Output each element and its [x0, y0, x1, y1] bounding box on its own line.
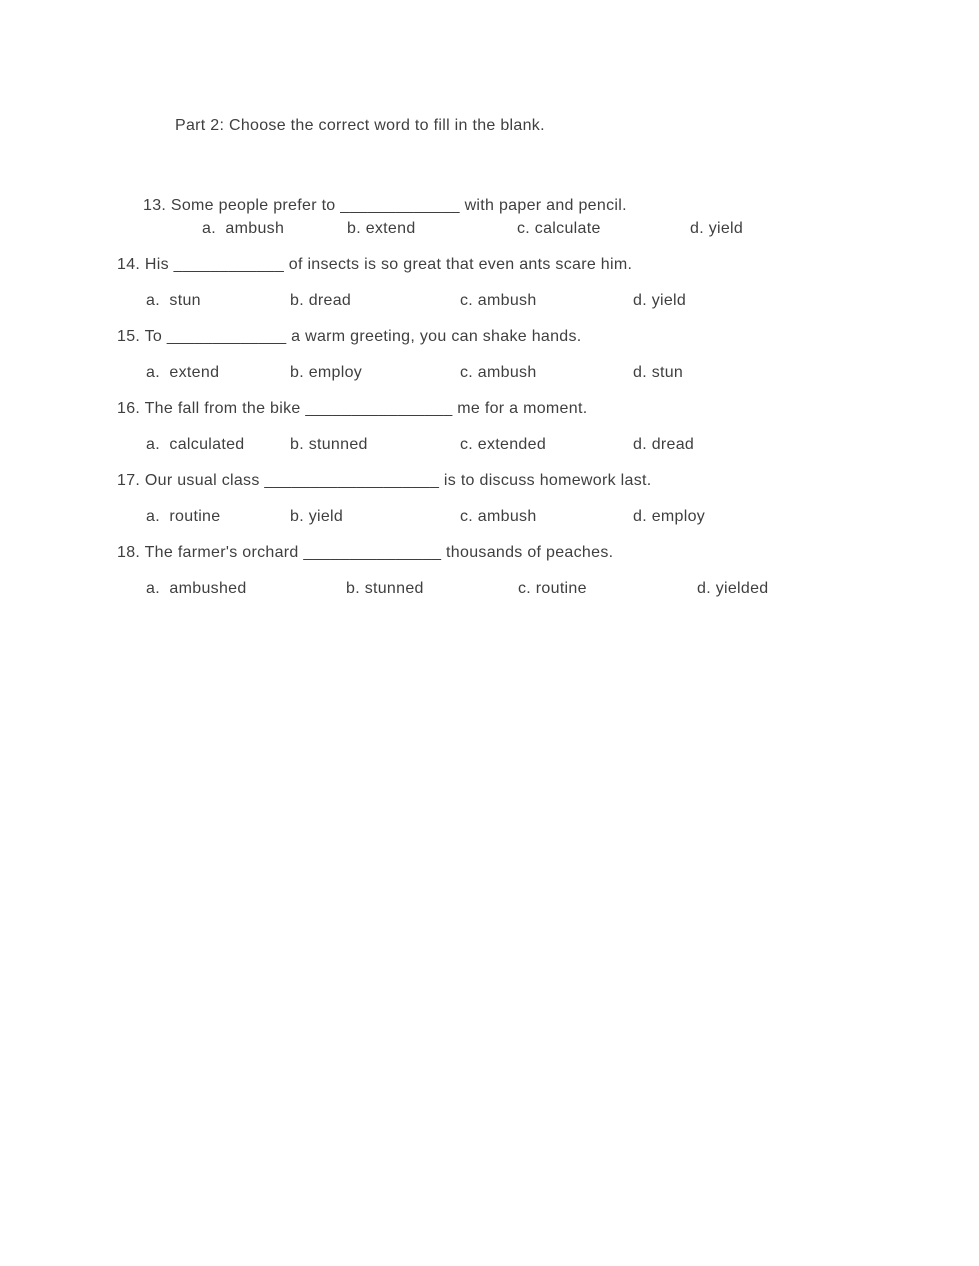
part-title: Part 2: Choose the correct word to fill in the blank.	[175, 117, 545, 134]
question-16-options	[146, 432, 694, 458]
option-13-d: d. yield	[690, 220, 744, 237]
question-13-options	[202, 216, 743, 242]
question-17-text: 17. Our usual class ___________________ is to discuss homework last.	[117, 472, 652, 489]
question-18-text: 18. The farmer's orchard _______________ thousands of peaches.	[117, 544, 614, 561]
option-14-a: a. stun	[146, 292, 201, 309]
option-18-c: c. routine	[518, 580, 587, 597]
option-17-b: b. yield	[290, 508, 344, 525]
option-18-b: b. stunned	[346, 580, 424, 597]
option-15-a: a. extend	[146, 364, 220, 381]
option-17-c: c. ambush	[460, 508, 537, 525]
question-14-text: 14. His ____________ of insects is so great that even ants scare him.	[117, 256, 633, 273]
option-17-d: d. employ	[633, 508, 706, 525]
option-13-b: b. extend	[347, 220, 416, 237]
option-17-a: a. routine	[146, 508, 221, 525]
question-17-options	[146, 504, 705, 530]
option-18-d: d. yielded	[697, 580, 769, 597]
question-14-options	[146, 288, 686, 314]
option-15-b: b. employ	[290, 364, 363, 381]
option-13-c: c. calculate	[517, 220, 601, 237]
option-14-c: c. ambush	[460, 292, 537, 309]
option-18-a: a. ambushed	[146, 580, 247, 597]
option-16-a: a. calculated	[146, 436, 245, 453]
question-16-text: 16. The fall from the bike ________________ me for a moment.	[117, 400, 588, 417]
option-14-b: b. dread	[290, 292, 352, 309]
option-16-c: c. extended	[460, 436, 547, 453]
question-15-options	[146, 360, 683, 386]
option-13-a: a. ambush	[202, 220, 285, 237]
option-14-d: d. yield	[633, 292, 687, 309]
option-15-c: c. ambush	[460, 364, 537, 381]
option-16-d: d. dread	[633, 436, 695, 453]
option-16-b: b. stunned	[290, 436, 368, 453]
option-15-d: d. stun	[633, 364, 684, 381]
question-18-options	[146, 576, 769, 602]
question-13-text: 13. Some people prefer to _____________ with paper and pencil.	[143, 197, 627, 214]
question-15-text: 15. To _____________ a warm greeting, you can shake hands.	[117, 328, 582, 345]
